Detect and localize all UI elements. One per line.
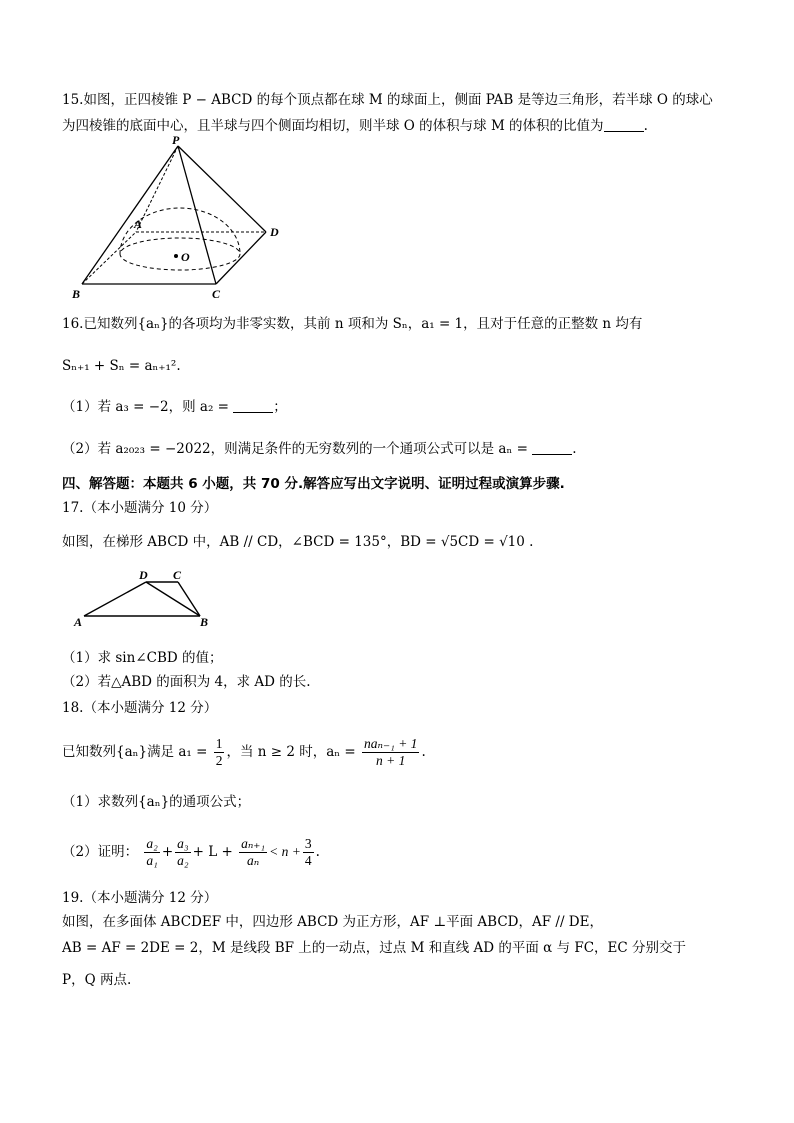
q17-label-d: D	[139, 568, 148, 582]
q19-text-line3: P，Q 两点.	[62, 972, 132, 988]
q18-term3	[239, 836, 267, 869]
q15-text-line2-body: 为四棱锥的底面中心，且半球与四个侧面均相切，则半球 O 的体积与球 M 的体积的比值为	[62, 118, 604, 134]
q18-a1-den: 2	[215, 753, 223, 768]
q18-term1-num: a₂	[146, 836, 158, 851]
q18-term2	[175, 836, 190, 869]
q16-part1-blank	[233, 398, 273, 413]
q16-part1-text: （1）若 a₃ = −2，则 a₂ =	[62, 399, 229, 415]
q18-term4	[303, 836, 314, 869]
q17-label-c: C	[173, 568, 182, 582]
q18-ellipsis: + L +	[192, 844, 233, 860]
q18-part1: （1）求数列{aₙ}的通项公式；	[62, 794, 251, 810]
q18-a1-num: 1	[215, 736, 223, 751]
q16-text-line1: 16.已知数列{aₙ}的各项均为非零实数，其前 n 项和为 Sₙ，a₁ = 1，且对于任意的正整数 n 均有	[62, 316, 643, 332]
q18-header: 18.（本小题满分 12 分）	[62, 700, 218, 716]
q18-part2-end: .	[315, 844, 320, 860]
q18-term4-den: 4	[304, 853, 312, 868]
q19-header: 19.（本小题满分 12 分）	[62, 890, 218, 906]
q15-label-a: A	[134, 217, 143, 231]
q18-stem-pre: 已知数列{aₙ}满足 a₁ =	[62, 744, 208, 760]
q18-stem-mid: ，当 n ≥ 2 时，aₙ =	[226, 744, 356, 760]
q16-part2-blank	[532, 440, 572, 455]
q17-label-a: A	[74, 615, 83, 629]
q17-stem: 如图，在梯形 ABCD 中，AB // CD，∠BCD = 135°，BD = √5CD = √10 .	[62, 534, 534, 550]
q18-term2-num: a₃	[177, 836, 189, 851]
q17-label-b: B	[200, 615, 209, 629]
q16-part2-text: （2）若 a₂₀₂₃ = −2022，则满足条件的无穷数列的一个通项公式可以是 aₙ =	[62, 441, 528, 457]
q18-term3-den: aₙ	[246, 853, 260, 868]
section-4-heading: 四、解答题：本题共 6 小题，共 70 分.解答应写出文字说明、证明过程或演算步骤.	[62, 476, 565, 492]
q15-label-o: O	[181, 250, 190, 264]
q19-text-line2: AB = AF = 2DE = 2，M 是线段 BF 上的一动点，过点 M 和直线 AD 的平面 α 与 FC，EC 分别交于	[62, 940, 687, 956]
q15-text-line2	[62, 116, 648, 136]
q18-term4-num: 3	[304, 836, 312, 851]
q18-part2-pre: （2）证明：	[62, 844, 139, 860]
q17-trapezoid-figure	[72, 568, 222, 630]
q15-text-line1: 15.如图，正四棱锥 P − ABCD 的每个顶点都在球 M 的球面上，侧面 PAB 是等边三角形，若半球 O 的球心	[62, 92, 713, 108]
q15-label-d: D	[270, 225, 279, 239]
q18-a1-fraction	[214, 736, 225, 769]
q16-part2	[62, 439, 577, 459]
q16-part1-end: ；	[273, 399, 287, 415]
q19-text-line1: 如图，在多面体 ABCDEF 中，四边形 ABCD 为正方形，AF ⊥平面 ABCD，AF // DE，	[62, 914, 603, 930]
q18-part2: （2）证明： $\frac{\text{a₂}}{\text{a₁}}$ + $\frac{\text{a₃}}{\text{a₂}}$ + L + $\frac{\text{aₙ₊₁}}{\text{aₙ}}$ < n + $\frac{3}{4}$ .	[62, 836, 320, 868]
q15-answer-blank	[604, 117, 644, 132]
q18-term1	[144, 836, 159, 869]
q15-text-line2-end: .	[643, 118, 648, 134]
q15-label-c: C	[212, 287, 221, 301]
q18-an-num: naₙ₋₁ + 1	[364, 736, 418, 751]
q18-term2-den: a₂	[177, 853, 189, 868]
q15-label-b: B	[72, 287, 81, 301]
q15-pyramid-figure	[70, 136, 290, 304]
q17-part1: （1）求 sin∠CBD 的值；	[62, 650, 223, 666]
q17-part2: （2）若△ABD 的面积为 4，求 AD 的长.	[62, 674, 311, 690]
q16-part1	[62, 397, 287, 417]
q17-header: 17.（本小题满分 10 分）	[62, 500, 218, 516]
q18-stem-end: .	[421, 744, 426, 760]
q16-text-line2: Sₙ₊₁ + Sₙ = aₙ₊₁².	[62, 358, 181, 374]
q18-less-than: < n +	[269, 844, 301, 859]
q18-term1-den: a₁	[146, 853, 158, 868]
q18-an-den: n + 1	[376, 753, 406, 768]
q16-part2-end: .	[572, 441, 577, 457]
q18-an-fraction	[362, 736, 419, 769]
q15-label-p: P	[172, 136, 180, 147]
q18-term3-num: aₙ₊₁	[241, 836, 266, 851]
q18-stem	[62, 734, 426, 770]
